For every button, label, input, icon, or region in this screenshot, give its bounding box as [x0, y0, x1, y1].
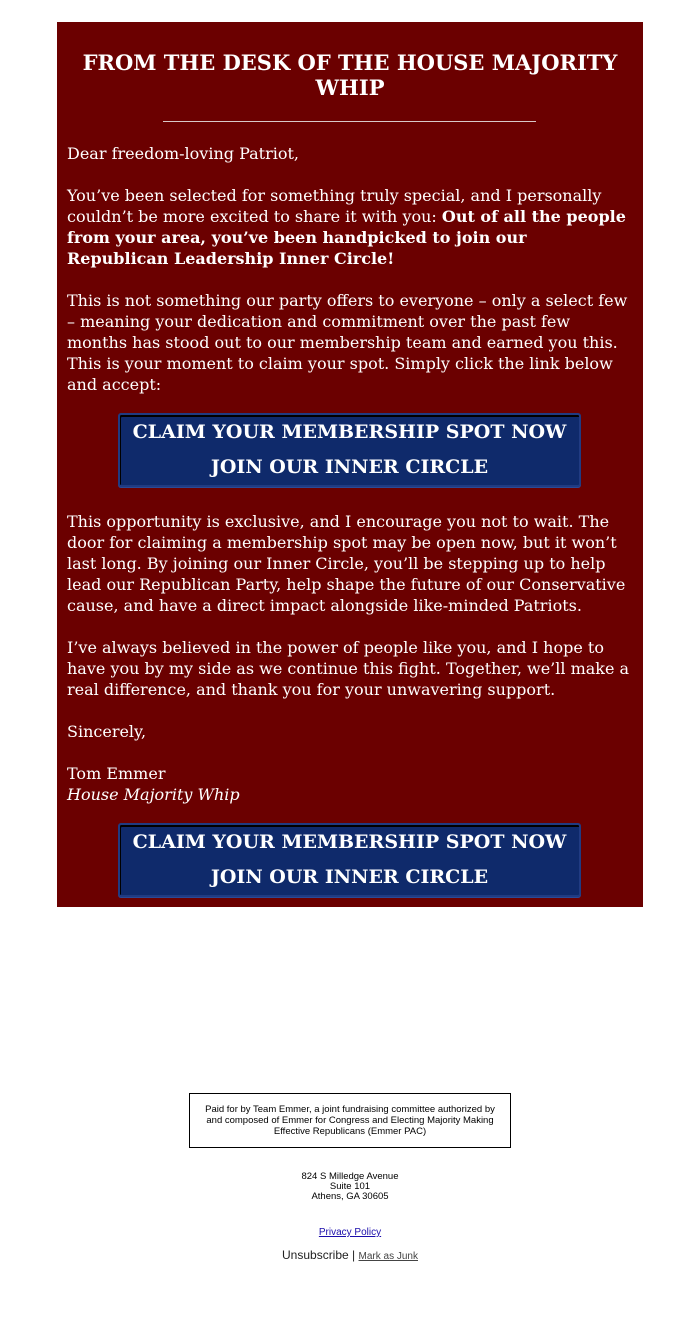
greeting: Dear freedom-loving Patriot, — [67, 144, 299, 163]
paragraph-believe: I’ve always believed in the power of people like you, and I hope to have you by my side as we continue this fight. Together, we’ll make a real difference, and thank you for your unwavering support. — [67, 638, 630, 699]
privacy-policy-link[interactable]: Privacy Policy — [318, 1227, 382, 1238]
email-card — [57, 22, 643, 907]
footer-links — [200, 1248, 500, 1262]
email-heading: FROM THE DESK OF THE HOUSE MAJORITY WHIP — [82, 50, 618, 100]
unsubscribe-link[interactable]: Unsubscribe — [282, 1248, 349, 1262]
heading-divider — [163, 121, 536, 122]
paragraph-exclusive: This opportunity is exclusive, and I encourage you not to wait. The door for claiming a membership spot may be open now, but it won’t last long. By joining our Inner Circle, you’ll be stepping up to help lead our Republican Party, help shape the future of our Conservative cause, and have a direct impact alongside like-minded Patriots. — [67, 512, 626, 615]
signer-title: House Majority Whip — [67, 785, 240, 804]
footer-separator: | — [352, 1248, 356, 1262]
signer-name: Tom Emmer — [67, 764, 166, 783]
cta-line-1: CLAIM YOUR MEMBERSHIP SPOT NOW — [132, 421, 567, 443]
paragraph-offer: This is not something our party offers to everyone – only a select few – meaning your dedication and commitment over the past few months has stood out to our membership team and earned you this. This is your moment to claim your spot. Simply click the link below and accept: — [67, 291, 628, 394]
cta-line-2: JOIN OUR INNER CIRCLE — [210, 456, 489, 478]
address-line-1: 824 S Milledge Avenue — [301, 1171, 399, 1182]
paragraph-selected-text: You’ve been selected for something truly special, and I personally couldn’t be more excited to share it with you: — [67, 186, 602, 226]
mailing-address — [200, 1172, 500, 1202]
paid-for-disclaimer: Paid for by Team Emmer, a joint fundraising committee authorized by and composed of Emmer for Congress and Electing Majority Making Effective Republicans (Emmer PAC) — [189, 1093, 511, 1148]
address-line-3: Athens, GA 30605 — [311, 1191, 389, 1202]
cta-line-2: JOIN OUR INNER CIRCLE — [210, 866, 489, 888]
claim-membership-button-bottom[interactable] — [118, 823, 581, 897]
paragraph-selected-bold: Out of all the people from your area, you’ve been handpicked to join our Republican Leadership Inner Circle! — [67, 207, 626, 268]
closing: Sincerely, — [67, 722, 147, 741]
claim-membership-button-top[interactable] — [118, 413, 581, 487]
mark-as-junk-link[interactable]: Mark as Junk — [358, 1251, 418, 1262]
signature — [67, 763, 633, 805]
paragraph-selected — [67, 185, 633, 269]
address-line-2: Suite 101 — [329, 1181, 371, 1192]
cta-line-1: CLAIM YOUR MEMBERSHIP SPOT NOW — [132, 831, 567, 853]
